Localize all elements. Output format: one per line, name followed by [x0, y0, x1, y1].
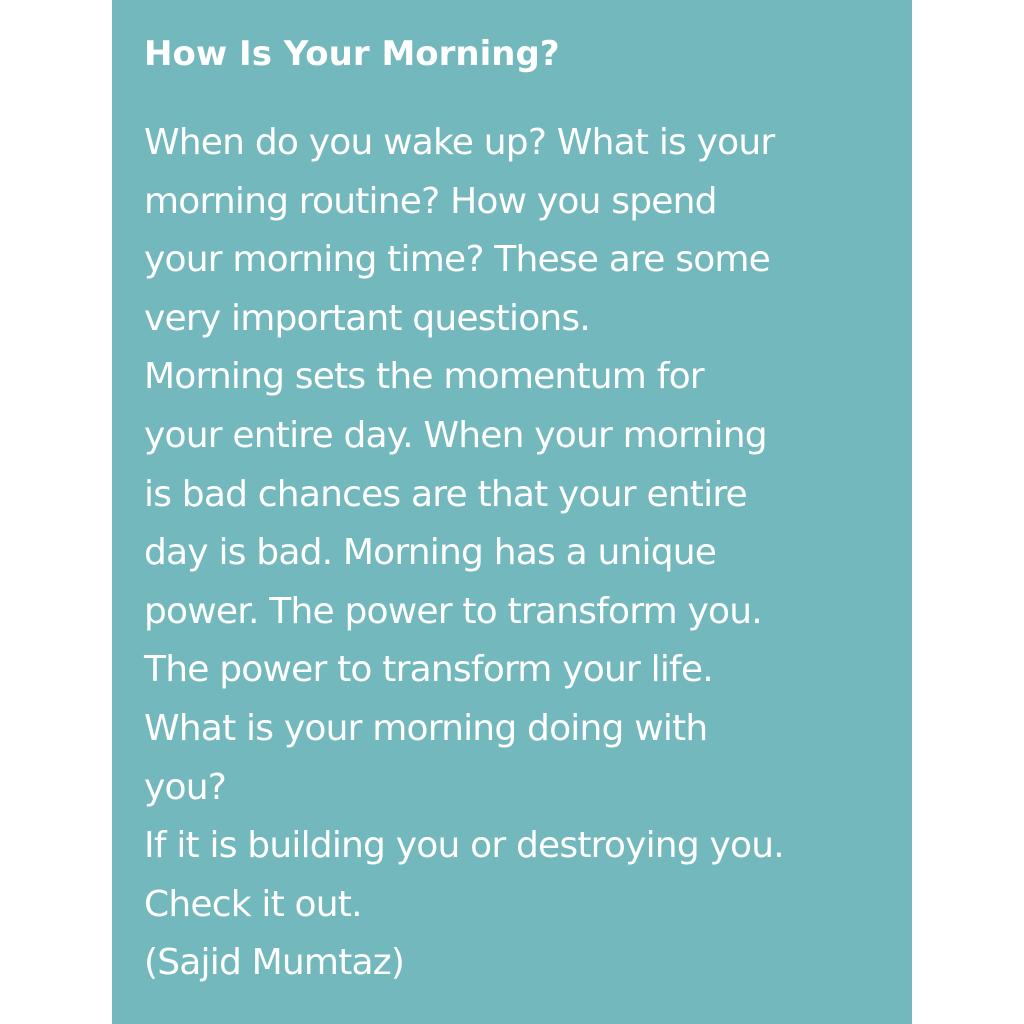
card-body — [144, 114, 882, 993]
body-line: When do you wake up? What is your — [144, 122, 775, 163]
body-line: is bad chances are that your entire — [144, 473, 747, 515]
body-line: The power to transform your life. — [144, 649, 713, 691]
body-line: morning routine? How you spend — [144, 180, 717, 222]
author-signature: (Sajid Mumtaz) — [144, 942, 405, 984]
card-title: How Is Your Morning? — [144, 34, 560, 74]
body-line: very important questions. — [144, 297, 591, 339]
body-line: If it is building you or destroying you. — [144, 825, 784, 867]
body-line: your morning time? These are some — [144, 239, 771, 281]
body-line: you? — [144, 766, 227, 808]
quote-card — [112, 0, 912, 1024]
body-line: Morning sets the momentum for — [144, 356, 704, 398]
body-line: Check it out. — [144, 883, 362, 925]
body-line: power. The power to transform you. — [144, 590, 762, 632]
body-line: your entire day. When your morning — [144, 414, 767, 456]
body-line: What is your morning doing with — [144, 707, 708, 749]
body-line: day is bad. Morning has a unique — [144, 532, 717, 574]
